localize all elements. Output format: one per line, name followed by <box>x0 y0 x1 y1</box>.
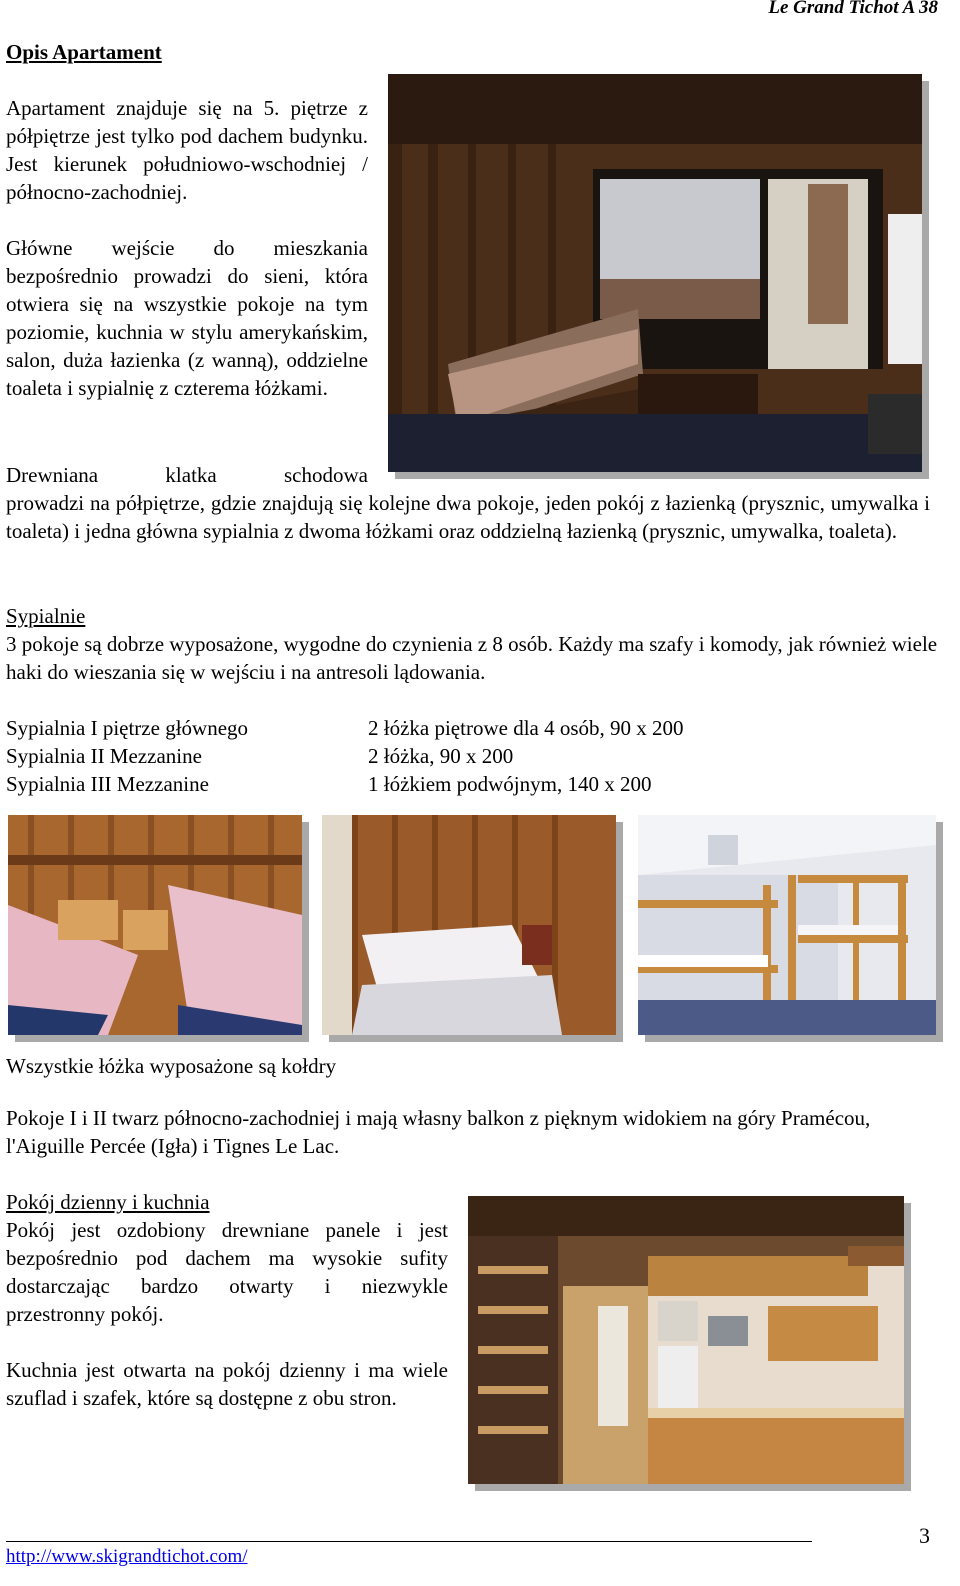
bedroom-twin-beds-photo <box>8 815 302 1035</box>
balcony-note: Pokoje I i II twarz północno-zachodniej i mają własny balkon z pięknym widokiem na góry Pramécou, l'Aiguille Percée (Igła) i Tignes Le Lac. <box>6 1106 871 1158</box>
bedrooms-heading: Sypialnie <box>6 604 86 628</box>
page-number: 3 <box>919 1523 930 1548</box>
bedroom-3-value: 1 łóżkiem podwójnym, 140 x 200 <box>368 772 652 796</box>
kitchen-paragraph: Kuchnia jest otwarta na pokój dzienny i ma wiele szuflad i szafek, które są dostępne z obu stron. <box>6 1358 448 1410</box>
intro-paragraph-2: Główne wejście do mieszkania bezpośrednio prowadzi do sieni, która otwiera się na wszystkie pokoje na tym poziomie, kuchnia w stylu amerykańskim, salon, duża łazienka (z wanną), oddzielne toaleta i sypialnię z czterema łóżkami. <box>6 236 368 400</box>
section-title: Opis Apartament <box>6 40 162 64</box>
bedroom-3-label: Sypialnia III Mezzanine <box>6 772 209 796</box>
footer-website-link[interactable]: http://www.skigrandtichot.com/ <box>6 1546 248 1567</box>
bedroom-1-label: Sypialnia I piętrze głównego <box>6 716 249 740</box>
bedrooms-text: 3 pokoje są dobrze wyposażone, wygodne do czynienia z 8 osób. Każdy ma szafy i komody, jak również wiele haki do wieszania się w wejściu i na antresoli lądowania. <box>6 632 938 684</box>
intro-paragraph-3-start: Drewniana klatka schodowa <box>6 463 368 487</box>
bedroom-bunk-beds-photo <box>638 815 936 1035</box>
bedroom-2-value: 2 łóżka, 90 x 200 <box>368 744 514 768</box>
living-kitchen-heading: Pokój dzienny i kuchnia <box>6 1190 210 1214</box>
bedroom-1-value: 2 łóżka piętrowe dla 4 osób, 90 x 200 <box>368 716 684 740</box>
document-header-title: Le Grand Tichot A 38 <box>768 0 938 18</box>
intro-paragraph-3-rest: prowadzi na półpiętrze, gdzie znajdują się kolejne dwa pokoje, jeden pokój z łazienką (prysznic, umywalka i toaleta) i jedna główna sypialnia z dwoma łóżkami oraz oddzielną łazienką (prysznic, umywalka, toaleta). <box>6 491 930 543</box>
bedroom-double-bed-photo <box>322 815 616 1035</box>
intro-paragraph-1: Apartament znajduje się na 5. piętrze z półpiętrze jest tylko pod dachem budynku. Jest kierunek południowo-wschodniej / północno-zachodniej. <box>6 96 368 204</box>
living-paragraph: Pokój jest ozdobiony drewniane panele i jest bezpośrednio pod dachem ma wysokie sufity dostarczając bardzo otwarty i niezwykle przestronny pokój. <box>6 1218 448 1326</box>
kitchen-staircase-photo <box>468 1196 904 1484</box>
footer-divider <box>6 1541 812 1542</box>
living-room-photo <box>388 74 922 472</box>
bedroom-2-label: Sypialnia II Mezzanine <box>6 744 202 768</box>
duvets-note: Wszystkie łóżka wyposażone są kołdry <box>6 1054 337 1078</box>
